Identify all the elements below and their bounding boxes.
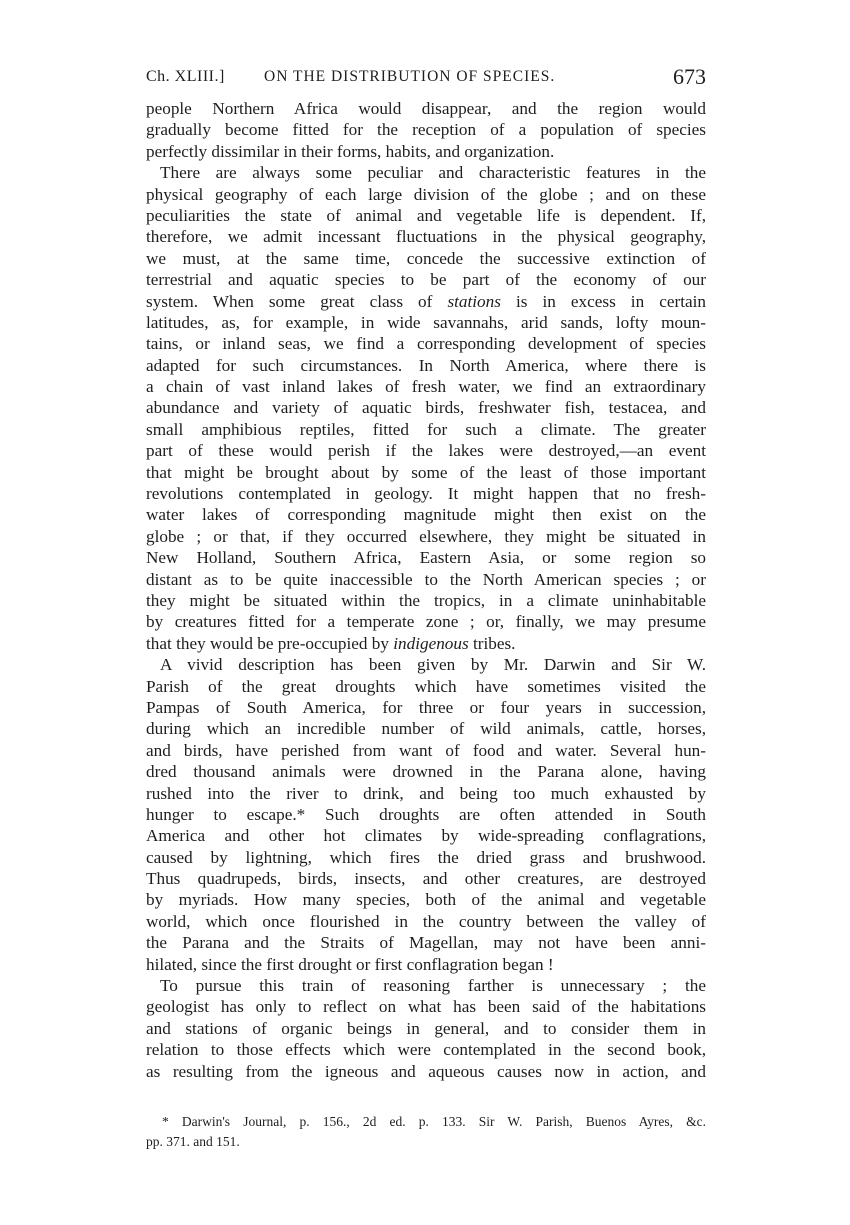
text-line: physical geography of each large division of the globe ; and on these (146, 184, 706, 204)
text-line: America and other hot climates by wide-spreading conflagrations, (146, 826, 706, 846)
text-line: therefore, we admit incessant fluctuations in the physical geography, (146, 227, 706, 247)
footnote-line: * Darwin's Journal, p. 156., 2d ed. p. 133. Sir W. Parish, Buenos Ayres, &c. (162, 1114, 706, 1129)
text-line: that they would be pre-occupied by indigenous tribes. (146, 633, 516, 653)
text-line: small amphibious reptiles, fitted for such a climate. The greater (146, 419, 706, 439)
text-line: by myriads. How many species, both of the animal and vegetable (146, 890, 706, 910)
text-line: world, which once flourished in the country between the valley of (146, 911, 706, 931)
text-line: water lakes of corresponding magnitude might then exist on the (146, 505, 706, 525)
text-line: distant as to be quite inaccessible to the North American species ; or (146, 569, 706, 589)
text-line: Parish of the great droughts which have sometimes visited the (146, 676, 706, 696)
text-line: geologist has only to reflect on what has been said of the habitations (146, 997, 706, 1017)
text-line: and stations of organic beings in general, and to consider them in (146, 1018, 706, 1038)
text-line: New Holland, Southern Africa, Eastern Asia, or some region so (146, 548, 706, 568)
italic-term: indigenous (393, 633, 469, 653)
text-line: caused by lightning, which fires the dried grass and brushwood. (146, 847, 706, 867)
text-line: we must, at the same time, concede the successive extinction of (146, 248, 706, 268)
italic-term: stations (447, 291, 501, 311)
text-line: hilated, since the first drought or first conflagration began ! (146, 954, 554, 974)
text-line: dred thousand animals were drowned in the Parana alone, having (146, 762, 706, 782)
footnote (146, 1112, 706, 1152)
text-line: by creatures fitted for a temperate zone ; or, finally, we may presume (146, 612, 706, 632)
text-line: globe ; or that, if they occurred elsewhere, they might be situated in (146, 526, 706, 546)
chapter-label: Ch. XLIII.] (146, 68, 225, 85)
text-line: hunger to escape.* Such droughts are often attended in South (146, 804, 706, 824)
text-line: and birds, have perished from want of food and water. Several hun- (146, 740, 706, 760)
text-line: tains, or inland seas, we find a corresponding development of species (146, 334, 706, 354)
text-line: There are always some peculiar and characteristic features in the (160, 163, 706, 183)
text-line: part of these would perish if the lakes were destroyed,—an event (146, 441, 706, 461)
text-line: during which an incredible number of wild animals, cattle, horses, (146, 719, 706, 739)
text-line: rushed into the river to drink, and being too much exhausted by (146, 783, 706, 803)
text-line: system. When some great class of stations is in excess in certain (146, 291, 706, 311)
text-line: as resulting from the igneous and aqueous causes now in action, and (146, 1061, 706, 1081)
page-number: 673 (673, 64, 706, 89)
text-line: Thus quadrupeds, birds, insects, and other creatures, are destroyed (146, 869, 706, 889)
running-title: ON THE DISTRIBUTION OF SPECIES. (264, 68, 556, 85)
text-line: A vivid description has been given by Mr. Darwin and Sir W. (160, 655, 706, 675)
text-line: that might be brought about by some of the least of those important (146, 462, 706, 482)
text-line: terrestrial and aquatic species to be part of the economy of our (146, 270, 706, 290)
text-line: people Northern Africa would disappear, and the region would (146, 99, 706, 118)
text-line: peculiarities the state of animal and vegetable life is dependent. If, (146, 205, 706, 225)
text-line: the Parana and the Straits of Magellan, may not have been anni- (146, 933, 706, 953)
text-line: latitudes, as, for example, in wide savannahs, arid sands, lofty moun- (146, 312, 706, 332)
text-line: perfectly dissimilar in their forms, habits, and organization. (146, 141, 555, 161)
body-text (146, 98, 706, 1082)
footnote-line: pp. 371. and 151. (146, 1134, 240, 1149)
text-line: a chain of vast inland lakes of fresh water, we find an extraordinary (146, 377, 706, 397)
text-line: abundance and variety of aquatic birds, freshwater fish, testacea, and (146, 398, 706, 418)
text-line: relation to those effects which were contemplated in the second book, (146, 1040, 706, 1060)
text-line: adapted for such circumstances. In North America, where there is (146, 355, 706, 375)
running-header (146, 62, 706, 92)
text-line: revolutions contemplated in geology. It might happen that no fresh- (146, 484, 706, 504)
text-line: gradually become fitted for the reception of a population of species (146, 120, 706, 140)
text-line: To pursue this train of reasoning farther is unnecessary ; the (160, 976, 706, 996)
text-line: they might be situated within the tropics, in a climate uninhabitable (146, 590, 706, 610)
text-line: Pampas of South America, for three or four years in succession, (146, 697, 706, 717)
